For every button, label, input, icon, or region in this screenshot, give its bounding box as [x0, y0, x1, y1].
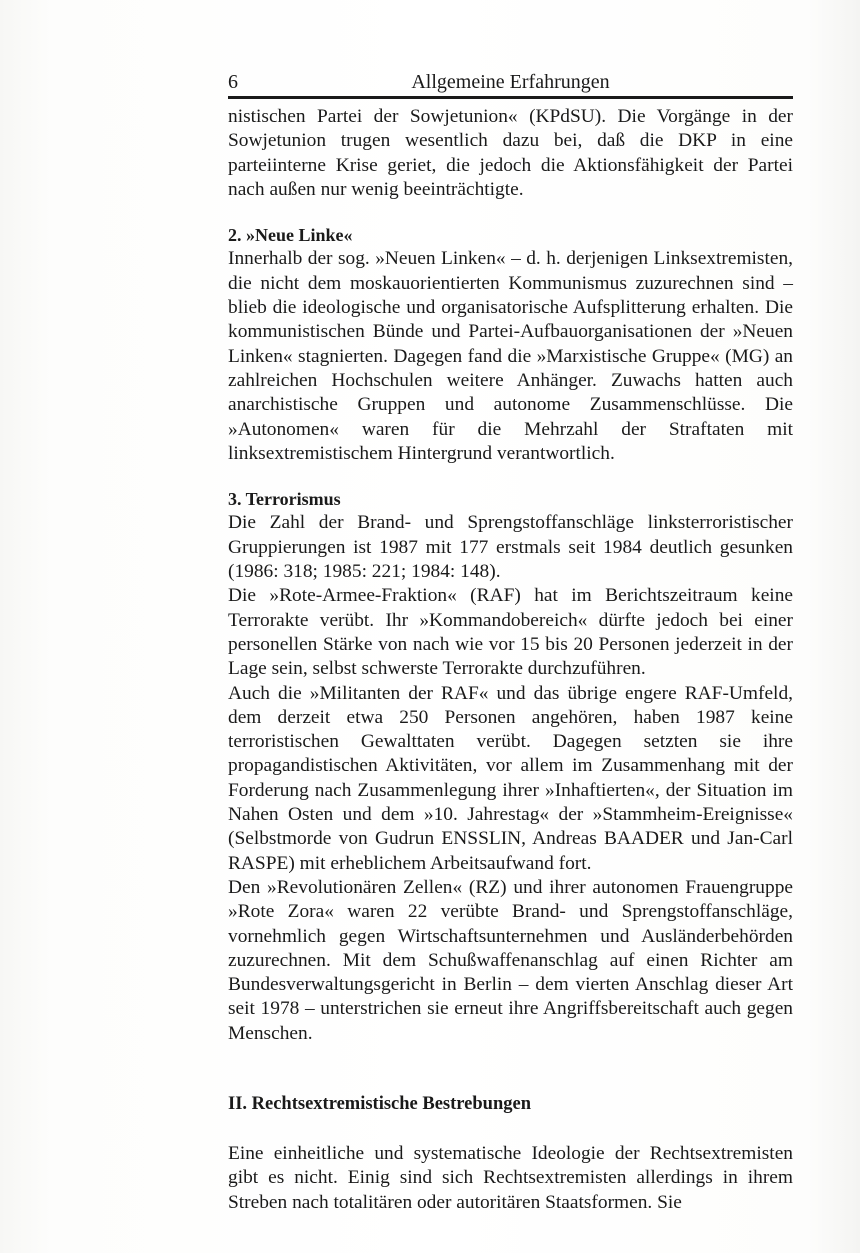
page-header: [228, 70, 793, 94]
section-spacer: [228, 1116, 793, 1142]
terrorismus-paragraph-2: Die »Rote-Armee-Fraktion« (RAF) hat im Berichtszeitraum keine Terrorakte verübt. Ihr »Kommandobereich« dürfte jedoch bei einer personellen Stärke von nach wie vor 15 bis 20 Personen jederzeit in der Lage sein, selbst schwerste Terrorakte durchzuführen.: [228, 585, 793, 680]
page-number: 6: [228, 71, 238, 93]
page-content: [228, 70, 793, 1215]
terrorismus-paragraph-4: Den »Revolutionären Zellen« (RZ) und ihrer autonomen Frauengruppe »Rote Zora« waren 22 verübte Brand- und Sprengstoffanschläge, vornehmlich gegen Wirtschaftsunternehmen und Ausländerbehörden zuzurechnen. Mit dem Schußwaffenanschlag auf einen Richter am Bundesverwaltungsgericht in Berlin – dem vierten Anschlag dieser Art seit 1978 – unterstrichen sie erneut ihre Angriffsbereitschaft auch gegen Menschen.: [228, 876, 793, 1044]
intro-paragraph: nistischen Partei der Sowjetunion« (KPdSU). Die Vorgänge in der Sowjetunion trugen wesentlich dazu bei, daß die DKP in eine parteiinterne Krise geriet, die jedoch die Aktionsfähigkeit der Partei nach außen nur wenig beeinträchtigte.: [228, 106, 793, 200]
terrorismus-paragraph-3: Auch die »Militanten der RAF« und das übrige engere RAF-Umfeld, dem derzeit etwa 250 Personen angehören, haben 1987 keine terroristischen Gewalttaten verübt. Dagegen setzten sie ihre propagandistischen Aktivitäten, vor allem im Zusammenhang mit der Forderung nach Zusammenlegung ihrer »Inhaftierten«, der Situation im Nahen Osten und dem »10. Jahrestag« der »Stammheim-Ereignisse« (Selbstmorde von Gudrun ENSSLIN, Andreas BAADER und Jan-Carl RASPE) mit erheblichem Arbeitsaufwand fort.: [228, 682, 793, 874]
running-title: Allgemeine Erfahrungen: [411, 71, 610, 93]
heading-rechtsextremismus: II. Rechtsextremistische Bestrebungen: [228, 1093, 531, 1114]
header-rule: [228, 96, 793, 99]
terrorismus-paragraph-1: Die Zahl der Brand- und Sprengstoffanschläge linksterroristischer Gruppierungen ist 1987 mit 177 erstmals seit 1984 deutlich gesunken (1986: 318; 1985: 221; 1984: 148).: [228, 512, 793, 583]
rechtsextremismus-paragraph: Eine einheitliche und systematische Ideologie der Rechtsextremisten gibt es nicht. Einig sind sich Rechtsextremisten allerdings in ihrem Streben nach totalitären oder autoritären Staatsformen. Sie: [228, 1142, 793, 1213]
neue-linke-paragraph: Innerhalb der sog. »Neuen Linken« – d. h. derjenigen Linksextremisten, die nicht dem moskauorientierten Kommunismus zuzurechnen sind – blieb die ideologische und organisatorische Aufsplitterung erhalten. Die kommunistischen Bünde und Partei-Aufbauorganisationen der »Neuen Linken« stagnierten. Dagegen fand die »Marxistische Gruppe« (MG) an zahlreichen Hochschulen weitere Anhänger. Zuwachs hatten auch anarchistische Gruppen und autonome Zusammenschlüsse. Die »Autonomen« waren für die Mehrzahl der Straftaten mit linksextremistischem Hintergrund verantwortlich.: [228, 248, 793, 464]
heading-terrorismus: 3. Terrorismus: [228, 489, 341, 510]
heading-neue-linke: 2. »Neue Linke«: [228, 225, 353, 246]
